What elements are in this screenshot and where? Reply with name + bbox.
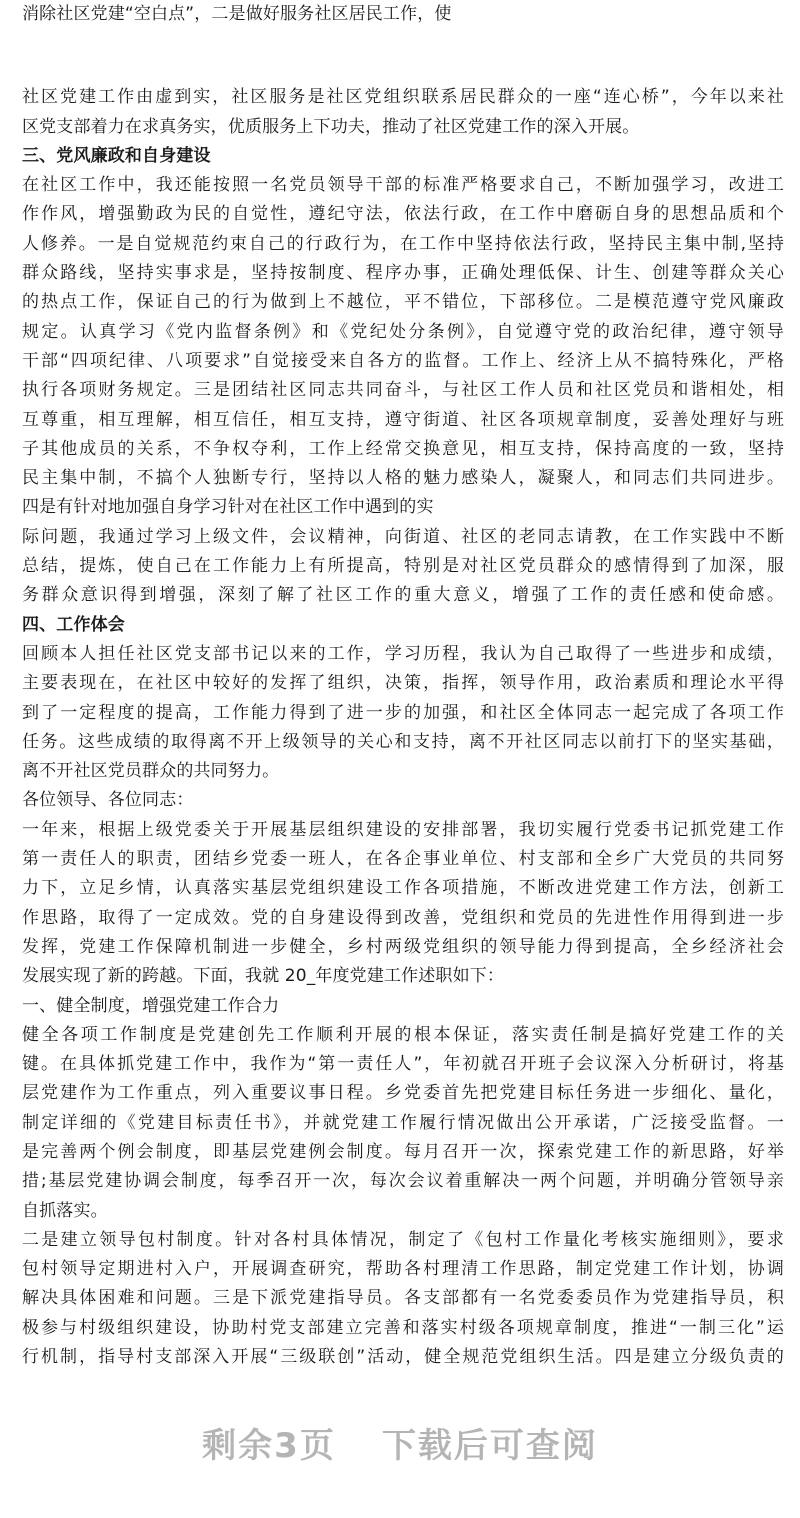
text-line: 在社区工作中，我还能按照一名党员领导干部的标准严格要求自己，不断加强学习，改进工	[22, 175, 784, 196]
text-line: 解决具体困难和问题。三是下派党建指导员。各支部都有一名党委委员作为党建指导员，积	[22, 1288, 784, 1309]
text-line: 子其他成员的关系，不争权夺利，工作上经常交换意见，相互支持，保持高度的一致，坚持	[22, 438, 784, 459]
text-line: 四是有针对地加强自身学习针对在社区工作中遇到的实	[22, 497, 434, 518]
text-line: 是完善两个例会制度，即基层党建例会制度。每月召开一次，探索党建工作的新思路，好举	[22, 1141, 784, 1162]
text-line: 包村领导定期进村入户，开展调查研究，帮助各村理清工作思路，制定党建工作计划，协调	[22, 1259, 784, 1280]
text-line: 一、健全制度，增强党建工作合力	[22, 995, 280, 1016]
remaining-pages-text: 剩余3页	[202, 1426, 336, 1466]
text-line: 到了一定程度的提高，工作能力得到了进一步的加强，和社区全体同志一起完成了各项工作	[22, 702, 784, 723]
text-line: 二是建立领导包村制度。针对各村具体情况，制定了《包村工作量化考核实施细则》，要求	[22, 1229, 784, 1250]
text-line: 作思路，取得了一定成效。党的自身建设得到改善，党组织和党员的先进性作用得到进一步	[22, 907, 784, 928]
top-line: 消除社区党建“空白点”，二是做好服务社区居民工作，使	[22, 4, 452, 24]
text-line: 互尊重，相互理解，相互信任，相互支持，遵守街道、社区各项规章制度，妥善处理好与班	[22, 409, 784, 430]
text-line: 各位领导、各位同志：	[22, 790, 194, 811]
text-line: 务群众意识得到增强，深刻了解了社区工作的重大意义，增强了工作的责任感和使命感。	[22, 585, 784, 606]
text-line: 规定。认真学习《党内监督条例》和《党纪处分条例》，自觉遵守党的政治纪律，遵守领导	[22, 321, 784, 342]
text-line: 主要表现在，在社区中较好的发挥了组织，决策，指挥，领导作用，政治素质和理论水平得	[22, 673, 784, 694]
text-line: 离不开社区党员群众的共同努力。	[22, 761, 280, 782]
text-line: 自抓落实。	[22, 1200, 108, 1221]
text-line: 作作风，增强勤政为民的自觉性，遵纪守法，依法行政，在工作中磨砺自身的思想品质和个	[22, 204, 784, 225]
text-line: 行机制，指导村支部深入开展“三级联创”活动，健全规范党组织生活。四是建立分级负责的	[22, 1347, 784, 1368]
text-line: 干部“四项纪律、八项要求”自觉接受来自各方的监督。工作上、经济上从不搞特殊化，严格	[22, 350, 784, 371]
remaining-pages-banner[interactable]	[0, 1418, 800, 1467]
text-line: 人修养。一是自觉规范约束自己的行政行为，在工作中坚持依法行政，坚持民主集中制,坚持	[22, 233, 784, 254]
text-line: 任务。这些成绩的取得离不开上级领导的关心和支持，离不开社区同志以前打下的坚实基础，	[22, 731, 784, 752]
text-line: 一年来，根据上级党委关于开展基层组织建设的安排部署，我切实履行党委书记抓党建工作	[22, 819, 784, 840]
text-line: 执行各项财务规定。三是团结社区同志共同奋斗，与社区工作人员和社区党员和谐相处，相	[22, 380, 784, 401]
text-line: 第一责任人的职责，团结乡党委一班人，在各企事业单位、村支部和全乡广大党员的共同努	[22, 849, 784, 870]
text-line: 社区党建工作由虚到实，社区服务是社区党组织联系居民群众的一座“连心桥”，今年以来社	[22, 87, 784, 108]
text-line: 回顾本人担任社区党支部书记以来的工作，学习历程，我认为自己取得了一些进步和成绩，	[22, 643, 784, 664]
text-line: 区党支部着力在求真务实，优质服务上下功夫，推动了社区党建工作的深入开展。	[22, 116, 640, 137]
text-line: 层党建作为工作重点，列入重要议事日程。乡党委首先把党建目标任务进一步细化、量化，	[22, 1083, 784, 1104]
paragraph-gap	[22, 29, 784, 83]
document-lines	[22, 83, 784, 1372]
download-hint-text: 下载后可查阅	[381, 1426, 598, 1466]
text-line: 极参与村级组织建设，协助村党支部建立完善和落实村级各项规章制度，推进“一制三化”运	[22, 1317, 784, 1338]
text-line: 发挥，党建工作保障机制进一步健全，乡村两级党组织的领导能力得到提高，全乡经济社会	[22, 936, 784, 957]
section-heading: 四、工作体会	[22, 614, 125, 635]
text-line: 力下，立足乡情，认真落实基层党组织建设工作各项措施，不断改进党建工作方法，创新工	[22, 878, 784, 899]
section-heading: 三、党风廉政和自身建设	[22, 145, 211, 166]
text-line: 发展实现了新的跨越。下面，我就 20_年度党建工作述职如下：	[22, 966, 505, 987]
text-line: 措;基层党建协调会制度，每季召开一次，每次会议着重解决一两个问题，并明确分管领导亲	[22, 1171, 784, 1192]
text-line: 键。在具体抓党建工作中，我作为“第一责任人”，年初就召开班子会议深入分析研讨，将基	[22, 1054, 784, 1075]
text-line: 健全各项工作制度是党建创先工作顺利开展的根本保证，落实责任制是搞好党建工作的关	[22, 1024, 784, 1045]
text-line: 总结，提炼，使自己在工作能力上有所提高，特别是对社区党员群众的感情得到了加深，服	[22, 556, 784, 577]
text-line: 民主集中制，不搞个人独断专行，坚持以人格的魅力感染人，凝聚人，和同志们共同进步。	[22, 468, 784, 489]
text-line: 群众路线，坚持实事求是，坚持按制度、程序办事，正确处理低保、计生、创建等群众关心	[22, 263, 784, 284]
text-line: 的热点工作，保证自己的行为做到上不越位，平不错位，下部移位。二是模范遵守党风廉政	[22, 292, 784, 313]
document-body	[22, 0, 784, 1372]
text-line: 际问题，我通过学习上级文件，会议精神，向街道、社区的老同志请教，在工作实践中不断	[22, 526, 784, 547]
text-line: 制定详细的《党建目标责任书》，并就党建工作履行情况做出公开承诺，广泛接受监督。一	[22, 1112, 784, 1133]
